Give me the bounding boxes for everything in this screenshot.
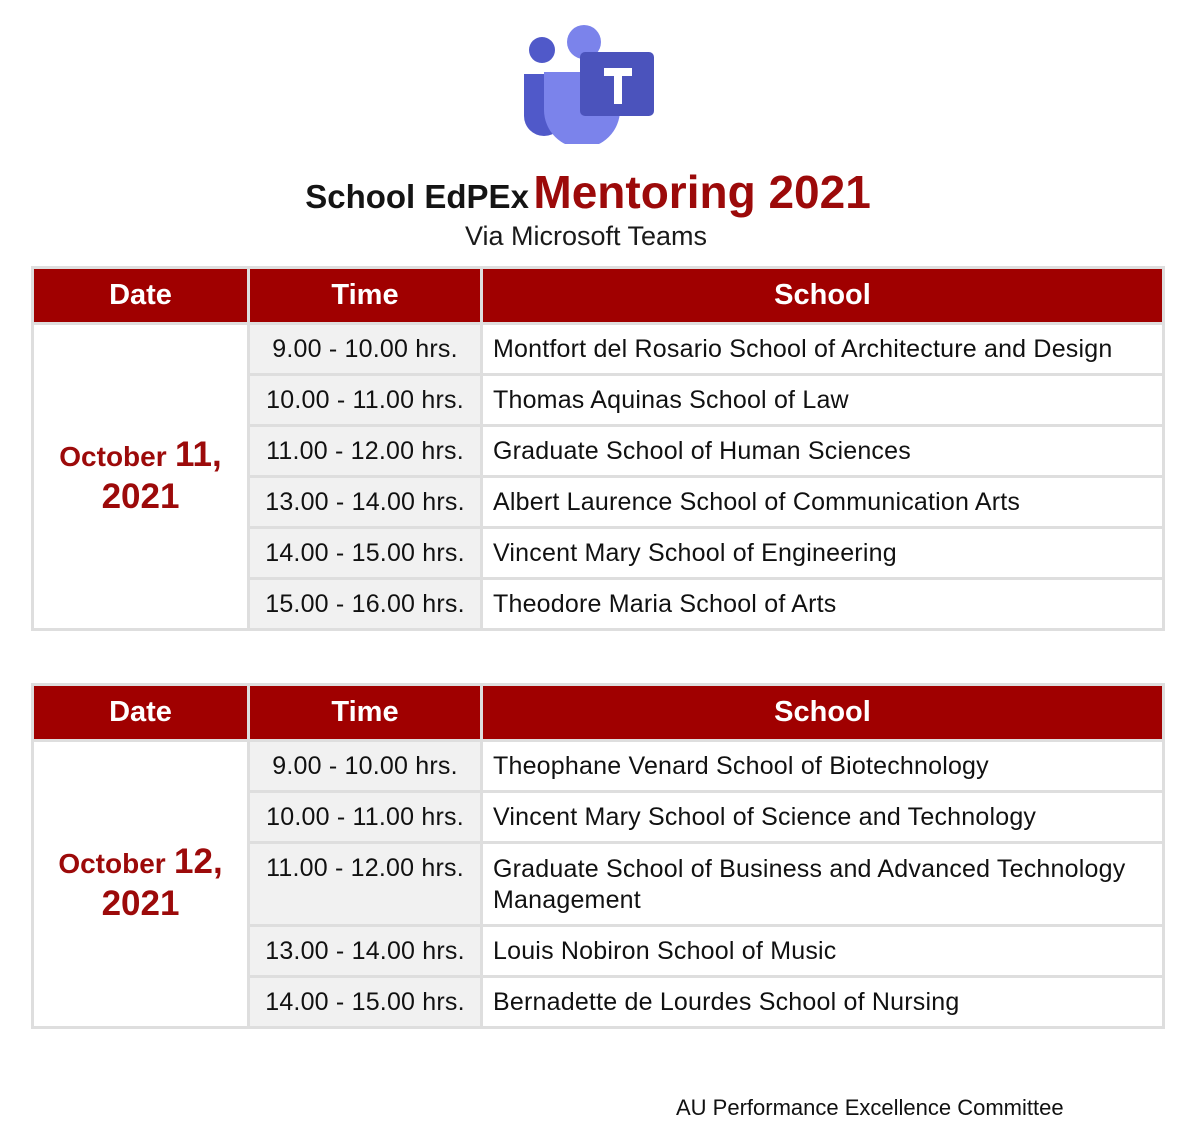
time-cell: 13.00 - 14.00 hrs. — [249, 926, 482, 977]
title-prefix: School EdPEx — [305, 178, 529, 215]
time-cell: 10.00 - 11.00 hrs. — [249, 375, 482, 426]
table-header-row — [33, 268, 1164, 324]
time-column-header: Time — [249, 268, 482, 324]
time-cell: 11.00 - 12.00 hrs. — [249, 426, 482, 477]
time-cell: 9.00 - 10.00 hrs. — [249, 324, 482, 375]
date-cell — [33, 324, 249, 630]
school-cell: Graduate School of Business and Advanced Technology Management — [482, 843, 1164, 926]
schedule-table-day1 — [31, 266, 1165, 631]
table-row — [33, 324, 1164, 375]
school-cell: Louis Nobiron School of Music — [482, 926, 1164, 977]
school-column-header: School — [482, 268, 1164, 324]
date-column-header: Date — [33, 685, 249, 741]
microsoft-teams-logo-icon — [522, 22, 656, 144]
school-cell: Thomas Aquinas School of Law — [482, 375, 1164, 426]
schedule-table-day2 — [31, 683, 1165, 1029]
time-column-header: Time — [249, 685, 482, 741]
time-cell: 13.00 - 14.00 hrs. — [249, 477, 482, 528]
date-month: October — [58, 848, 166, 879]
date-year: 2021 — [101, 476, 180, 516]
school-cell: Montfort del Rosario School of Architecture and Design — [482, 324, 1164, 375]
school-column-header: School — [482, 685, 1164, 741]
time-cell: 11.00 - 12.00 hrs. — [249, 843, 482, 926]
school-cell: Albert Laurence School of Communication Arts — [482, 477, 1164, 528]
school-cell: Graduate School of Human Sciences — [482, 426, 1164, 477]
school-cell: Bernadette de Lourdes School of Nursing — [482, 977, 1164, 1028]
school-cell: Vincent Mary School of Engineering — [482, 528, 1164, 579]
time-cell: 9.00 - 10.00 hrs. — [249, 741, 482, 792]
subtitle: Via Microsoft Teams — [464, 221, 708, 251]
date-column-header: Date — [33, 268, 249, 324]
footer-committee: AU Performance Excellence Committee — [676, 1095, 1064, 1120]
date-day: 12, — [174, 842, 223, 881]
school-cell: Vincent Mary School of Science and Technology — [482, 792, 1164, 843]
date-year: 2021 — [101, 884, 180, 923]
date-day: 11, — [174, 434, 222, 474]
school-cell: Theophane Venard School of Biotechnology — [482, 741, 1164, 792]
time-cell: 14.00 - 15.00 hrs. — [249, 977, 482, 1028]
time-cell: 10.00 - 11.00 hrs. — [249, 792, 482, 843]
date-month: October — [59, 440, 167, 472]
time-cell: 14.00 - 15.00 hrs. — [249, 528, 482, 579]
table-header-row — [33, 685, 1164, 741]
time-cell: 15.00 - 16.00 hrs. — [249, 579, 482, 630]
table-row — [33, 741, 1164, 792]
date-cell — [33, 741, 249, 1028]
school-cell: Theodore Maria School of Arts — [482, 579, 1164, 630]
title-main: Mentoring 2021 — [533, 166, 871, 218]
